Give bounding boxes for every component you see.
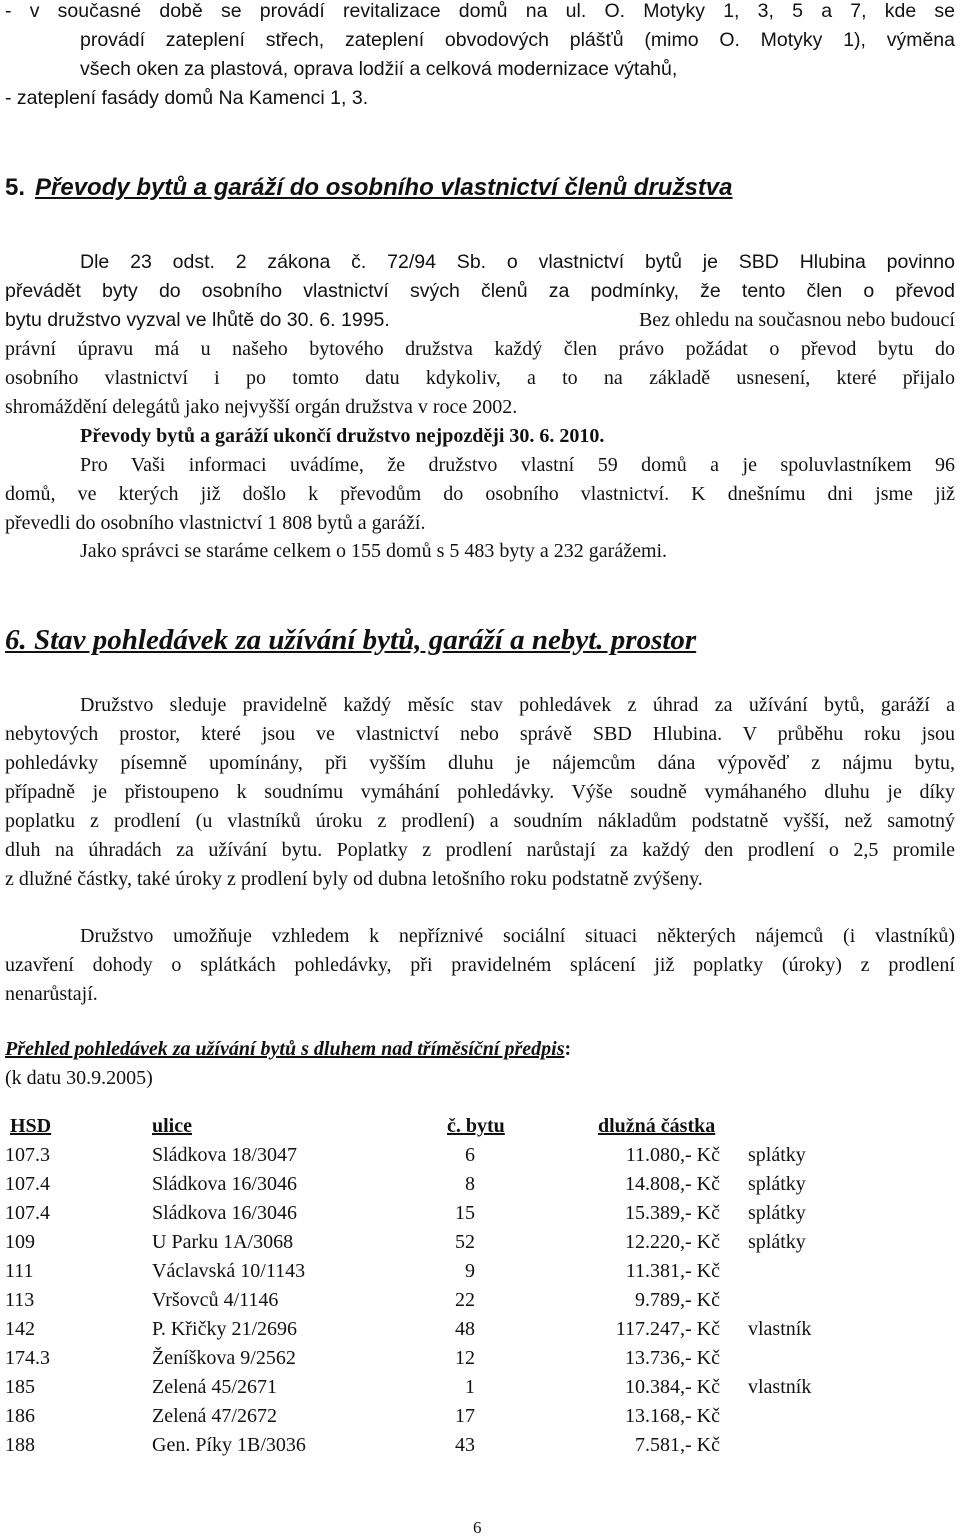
s6-p1-line-2: nebytových prostor, které jsou ve vlastnictví nebo správě SBD Hlubina. V průběhu roku jsou bbox=[5, 723, 955, 745]
cell-byt: 17 bbox=[455, 1405, 475, 1427]
cell-ulice: Sládkova 16/3046 bbox=[152, 1173, 297, 1195]
cell-ulice: Zelená 45/2671 bbox=[152, 1376, 277, 1398]
s5-p1-line-4: právní úpravu má u našeho bytového družstva každý člen právo požádat o převod bytu do bbox=[5, 338, 955, 360]
cell-hsd: 107.4 bbox=[5, 1202, 50, 1224]
cell-amount: 117.247,- Kč bbox=[615, 1318, 720, 1340]
s6-p1-line-1: Družstvo sleduje pravidelně každý měsíc stav pohledávek z úhrad za užívání bytů, garáží a bbox=[80, 694, 955, 716]
cell-amount: 11.080,- Kč bbox=[625, 1144, 720, 1166]
cell-hsd: 188 bbox=[5, 1434, 35, 1456]
cell-amount: 12.220,- Kč bbox=[625, 1231, 720, 1253]
cell-byt: 9 bbox=[465, 1260, 475, 1282]
section-6-heading: 6. Stav pohledávek za užívání bytů, garáží a nebyt. prostor bbox=[5, 624, 697, 656]
cell-byt: 12 bbox=[455, 1347, 475, 1369]
page-number: 6 bbox=[473, 1518, 482, 1537]
col-header-byt: č. bytu bbox=[447, 1115, 505, 1137]
cell-byt: 1 bbox=[465, 1376, 475, 1398]
cell-hsd: 186 bbox=[5, 1405, 35, 1427]
cell-amount: 15.389,- Kč bbox=[625, 1202, 720, 1224]
cell-byt: 43 bbox=[455, 1434, 475, 1456]
cell-amount: 13.168,- Kč bbox=[625, 1405, 720, 1427]
s5-p3-line-1: Pro Vaši informaci uvádíme, že družstvo vlastní 59 domů a je spoluvlastníkem 96 bbox=[80, 454, 955, 476]
s5-p1-line-6: shromáždění delegátů jako nejvyšší orgán družstva v roce 2002. bbox=[5, 396, 518, 418]
s5-p1-line-1: Dle 23 odst. 2 zákona č. 72/94 Sb. o vlastnictví bytů je SBD Hlubina povinno bbox=[80, 251, 955, 273]
s5-p1-line-3 bbox=[5, 309, 955, 332]
cell-hsd: 111 bbox=[5, 1260, 34, 1282]
cell-amount: 13.736,- Kč bbox=[625, 1347, 720, 1369]
s6-p2-line-1: Družstvo umožňuje vzhledem k nepříznivé sociální situaci některých nájemců (i vlastníků) bbox=[80, 925, 955, 947]
cell-byt: 15 bbox=[455, 1202, 475, 1224]
s6-p1-line-3: pohledávky písemně upomínány, při vyšším dluhu je nájemcům dána výpověď z nájmu bytu, bbox=[5, 752, 955, 774]
cell-amount: 9.789,- Kč bbox=[635, 1289, 720, 1311]
cell-byt: 48 bbox=[455, 1318, 475, 1340]
cell-ulice: U Parku 1A/3068 bbox=[152, 1231, 294, 1253]
s5-p3-line-2: domů, ve kterých již došlo k převodům do osobního vlastnictví. K dnešnímu dni jsme již bbox=[5, 483, 955, 505]
s5-p1-line-3b: Bez ohledu na současnou nebo budoucí bbox=[638, 309, 955, 331]
cell-hsd: 107.3 bbox=[5, 1144, 50, 1166]
col-header-ulice: ulice bbox=[152, 1115, 192, 1137]
overview-date: (k datu 30.9.2005) bbox=[5, 1067, 153, 1089]
intro-line-4: - zateplení fasády domů Na Kamenci 1, 3. bbox=[5, 87, 369, 109]
cell-hsd: 142 bbox=[5, 1318, 35, 1340]
cell-amount: 14.808,- Kč bbox=[625, 1173, 720, 1195]
section-5-number: 5. bbox=[5, 174, 26, 201]
cell-byt: 6 bbox=[465, 1144, 475, 1166]
cell-amount: 10.384,- Kč bbox=[625, 1376, 720, 1398]
cell-ulice: Ženíškova 9/2562 bbox=[152, 1347, 296, 1369]
cell-byt: 52 bbox=[455, 1231, 475, 1253]
cell-note: splátky bbox=[748, 1231, 806, 1253]
s5-p1-line-3a: bytu družstvo vyzval ve lhůtě do 30. 6. 1995. bbox=[5, 309, 390, 331]
s5-transfer-deadline: Převody bytů a garáží ukončí družstvo nejpozději 30. 6. 2010. bbox=[80, 425, 605, 447]
overview-heading bbox=[5, 1038, 571, 1061]
col-header-hsd: HSD bbox=[10, 1115, 52, 1137]
cell-ulice: Zelená 47/2672 bbox=[152, 1405, 277, 1427]
cell-ulice: Sládkova 16/3046 bbox=[152, 1202, 297, 1224]
s6-p1-line-6: dluh na úhradách za užívání bytu. Poplatky z prodlení narůstají za každý den prodlení o 2,5 promile bbox=[5, 839, 955, 861]
cell-amount: 11.381,- Kč bbox=[625, 1260, 720, 1282]
s6-p1-line-7: z dlužné částky, také úroky z prodlení byly od dubna letošního roku podstatně zvýšeny. bbox=[5, 868, 703, 890]
overview-colon: : bbox=[564, 1038, 572, 1060]
cell-note: vlastník bbox=[748, 1376, 812, 1398]
cell-note: vlastník bbox=[748, 1318, 812, 1340]
cell-ulice: Vršovců 4/1146 bbox=[152, 1289, 279, 1311]
overview-title: Přehled pohledávek za užívání bytů s dluhem nad tříměsíční předpis bbox=[5, 1038, 565, 1060]
cell-ulice: Gen. Píky 1B/3036 bbox=[152, 1434, 306, 1456]
s6-p1-line-5: poplatku z prodlení (u vlastníků úroku z prodlení) a soudním nákladům podstatně vyšší, než samotný bbox=[5, 810, 955, 832]
cell-hsd: 113 bbox=[5, 1289, 35, 1311]
cell-hsd: 107.4 bbox=[5, 1173, 50, 1195]
s6-p2-line-3: nenarůstají. bbox=[5, 983, 98, 1005]
cell-note: splátky bbox=[748, 1173, 806, 1195]
cell-amount: 7.581,- Kč bbox=[635, 1434, 720, 1456]
cell-hsd: 109 bbox=[5, 1231, 35, 1253]
intro-line-3: všech oken za plastová, oprava lodžií a celková modernizace výtahů, bbox=[80, 58, 678, 80]
cell-hsd: 174.3 bbox=[5, 1347, 50, 1369]
s5-p3-line-3: převedli do osobního vlastnictví 1 808 bytů a garáží. bbox=[5, 512, 426, 534]
s5-p1-line-2: převádět byty do osobního vlastnictví svých členů za podmínky, že tento člen o převod bbox=[5, 280, 955, 302]
cell-note: splátky bbox=[748, 1202, 806, 1224]
cell-byt: 8 bbox=[465, 1173, 475, 1195]
s5-p4: Jako správci se staráme celkem o 155 domů s 5 483 byty a 232 garážemi. bbox=[80, 540, 668, 562]
cell-byt: 22 bbox=[455, 1289, 475, 1311]
s6-p2-line-2: uzavření dohody o splátkách pohledávky, při pravidelném splácení již poplatky (úroky) z prodlení bbox=[5, 954, 955, 976]
intro-line-2: provádí zateplení střech, zateplení obvodových plášťů (mimo O. Motyky 1), výměna bbox=[80, 29, 955, 51]
s6-p1-line-4: případně je přistoupeno k soudnímu vymáhání pohledávky. Výše soudně vymáhaného dluhu je díky bbox=[5, 781, 955, 803]
cell-hsd: 185 bbox=[5, 1376, 35, 1398]
intro-line-1: - v současné době se provádí revitalizace domů na ul. O. Motyky 1, 3, 5 a 7, kde se bbox=[5, 0, 955, 22]
cell-note: splátky bbox=[748, 1144, 806, 1166]
s5-p1-line-5: osobního vlastnictví i po tomto datu kdykoliv, a to na základě usnesení, které přijalo bbox=[5, 367, 955, 389]
col-header-amount: dlužná částka bbox=[598, 1115, 716, 1137]
cell-ulice: Václavská 10/1143 bbox=[152, 1260, 306, 1282]
section-5-title: Převody bytů a garáží do osobního vlastnictví členů družstva bbox=[35, 174, 733, 201]
cell-ulice: P. Křičky 21/2696 bbox=[152, 1318, 297, 1340]
cell-ulice: Sládkova 18/3047 bbox=[152, 1144, 297, 1166]
section-5-heading bbox=[5, 174, 733, 202]
